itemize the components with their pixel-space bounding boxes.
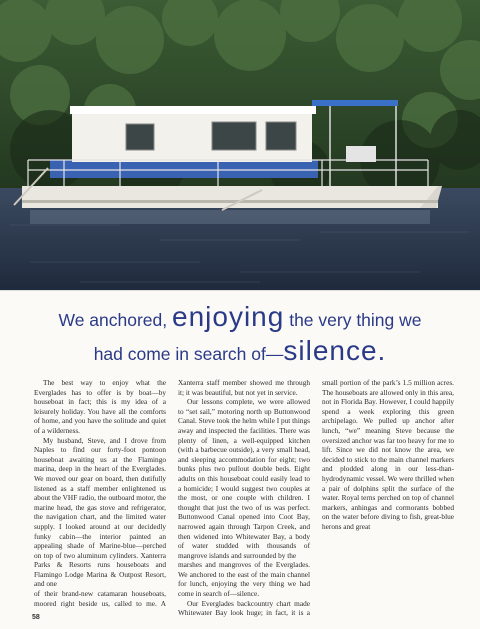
deck-stripe — [22, 200, 438, 203]
pull-quote-line-2 — [0, 337, 480, 368]
houseboat-photo — [0, 0, 480, 291]
cabin-window — [212, 122, 256, 150]
article-paragraph: My husband, Steve, and I drove from Naples to find our forty-foot pontoon houseboat awaiting us at the Flamingo marina, deep in the heart of the Everglades. We moved our gear on board, then dutifully listened as a staff member enlightened us about the VHF radio, the outboard motor, the marine head, the gas stove and refrigerator, the navigation chart, and the limited water supply. I looked around at our decidedly funky cabin—the interior painted an appealing shade of Marine-blue—perched on top of two aluminum cylinders. Xanterra Parks & Resorts runs houseboats and Flamingo Lodge Marina & Outpost Resort, and one — [34, 435, 166, 589]
cabin-roof — [70, 106, 316, 114]
article-paragraph: Our lessons complete, we were allowed to “set sail,” motoring north up Buttonwood Canal. Steve took the helm while I put things away and inspected the facilities. There was plenty of linen, a well-equipped kitchen (with a barbecue outside), a very small head, and sleeping accommodation for eight; two bunks plus two pullout double beds. Eight adults on this houseboat could easily lead to a homicide; I would suggest two couples at the most, or one couple with children. I thought that just the two of us was perfect. Buttonwood Canal opened into Coot Bay, narrowed again through Tarpon Creek, and then widened into Whitewater Bay, a body of water studded with thousands of mangrove islands and surrounded by the — [178, 397, 310, 560]
article-paragraph: marshes and mangroves of the Everglades. We anchored to the east of the main channel for lunch, enjoying the very thing we had come in search of—silence. — [178, 560, 310, 599]
article-body — [34, 378, 454, 618]
hull-stripe — [50, 160, 318, 178]
pull-quote-emphasis: silence. — [283, 335, 387, 366]
cabin-window — [126, 124, 154, 150]
pull-quote-line-1 — [0, 302, 480, 335]
pull-quote-text: had come in search of— — [93, 344, 284, 364]
page-number: 58 — [32, 614, 40, 621]
boat-deck — [22, 186, 438, 208]
article-paragraph: of their brand-new catamaran houseboats, moored right beside us, called to me. A Xanterra staff member showed me through it; it was beautiful, but not yet in service. — [34, 378, 310, 608]
article-paragraph: Our Everglades backcountry chart made Whitewater Bay look huge; in fact, it is a small portion of the park’s 1.5 million acres. The houseboats are allowed only in this area, not in Florida Bay. However, I could happily spend a week exploring this green archipelago. We pulled up anchor after lunch, “we” meaning Steve because the oversized anchor was far too heavy for me to lift. Since we did not know the area, we decided to stick to the main channel markers and plodded along in our less-than-hydrodynamic vessel. We were thrilled when a pair of dolphins split the surface of the water. Royal terns perched on top of channel markers, anhingas and cormorants bobbed on the water before diving to fish, great-blue herons and great — [178, 378, 454, 618]
canopy — [312, 100, 398, 106]
pull-quote-emphasis: enjoying — [172, 301, 285, 332]
pull-quote — [0, 302, 480, 368]
pull-quote-text: the very thing we — [289, 310, 422, 330]
article-paragraph: The best way to enjoy what the Everglades has to offer is by boat—by houseboat in fact; this is my idea of a leisurely holiday. You have all the comforts of home, and you have the solitude and quiet of a wilderness. — [34, 378, 166, 435]
cabin-window — [266, 122, 296, 150]
pull-quote-text: We anchored, — [58, 310, 168, 330]
boat-reflection — [30, 210, 430, 224]
